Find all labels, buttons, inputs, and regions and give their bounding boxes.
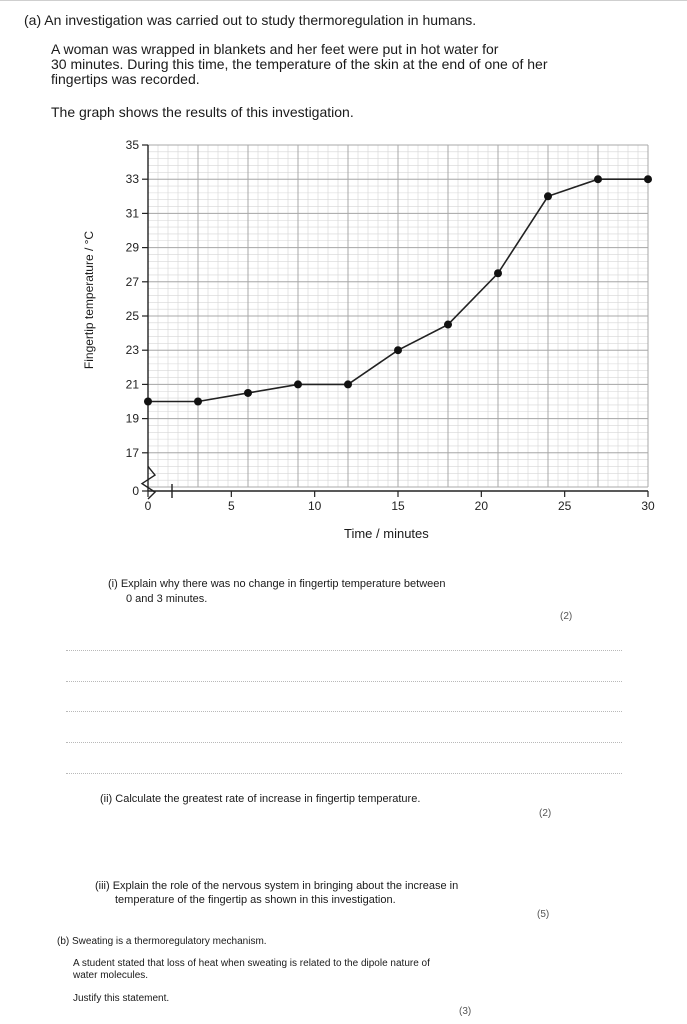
statement-line: A student stated that loss of heat when sweating is related to the dipole nature of [73,958,430,969]
subquestion-iii [95,879,458,907]
description-line: 30 minutes. During this time, the temperature of the skin at the end of one of her [51,56,548,72]
y-tick-label: 25 [125,309,139,323]
data-point [244,389,252,397]
subquestion-iii-line: (iii) Explain the role of the nervous system in bringing about the increase in [95,880,459,892]
y-tick-label: 33 [125,172,139,187]
y-axis-title: Fingertip temperature / °C [82,230,96,370]
answer-line[interactable] [66,742,622,743]
major-gridlines [148,145,648,487]
marks-iii: (5) [537,909,550,920]
y-tick-label: 31 [125,206,139,221]
y-tick-label: 35 [125,138,139,152]
marks-b: (3) [459,1006,472,1017]
question-b-intro-text: Sweating is a thermoregulatory mechanism. [72,936,267,947]
x-tick-label: 5 [227,499,235,513]
answer-line[interactable] [66,681,622,682]
subquestion-i-line: 0 and 3 minutes. [126,593,208,605]
subquestion-i-line: (i) Explain why there was no change in fingertip temperature between [108,578,446,590]
data-point [444,321,452,329]
y-tick-label: 27 [125,274,139,289]
description-line: fingertips was recorded. [51,71,200,87]
x-tick-label: 0 [144,499,152,513]
x-axis-title: Time / minutes [344,526,429,541]
x-tick-label: 10 [307,499,322,513]
data-point [344,380,352,388]
description-line: A woman was wrapped in blankets and her feet were put in hot water for [51,41,499,57]
x-tick-label: 20 [474,499,489,513]
question-a-intro-text: An investigation was carried out to study thermoregulation in humans. [44,12,477,28]
y-tick-label: 29 [125,240,139,255]
question-b-statement [73,958,430,982]
y-tick-label: 19 [125,411,139,426]
x-tick-label: 25 [557,499,572,513]
data-point [194,398,202,406]
question-b-instruction: Justify this statement. [73,993,170,1004]
question-a-label: (a) [24,12,42,28]
answer-line[interactable] [66,650,622,651]
y-tick-label: 21 [125,377,139,392]
subquestion-ii: (ii) Calculate the greatest rate of increase in fingertip temperature. [100,793,421,805]
data-point [544,192,552,200]
answer-line[interactable] [66,773,622,774]
data-point [294,380,302,388]
subquestion-iii-line: temperature of the fingertip as shown in this investigation. [115,894,396,906]
x-tick-label: 30 [641,499,655,513]
y-tick-label: 17 [125,445,139,460]
data-point [594,175,602,183]
y-tick-label: 0 [132,484,139,498]
statement-line: water molecules. [73,970,149,981]
question-b-label: (b) [57,936,70,947]
x-tick-label: 15 [391,499,405,513]
data-point [494,269,502,277]
data-point [144,398,152,406]
question-b-intro [57,936,267,947]
marks-i: (2) [560,611,573,622]
data-point [644,175,652,183]
y-tick-label: 23 [125,343,139,358]
data-point [394,346,402,354]
answer-line[interactable] [66,711,622,712]
ticks [126,138,655,513]
graph-intro: The graph shows the results of this investigation. [51,104,354,120]
marks-ii: (2) [539,808,552,819]
subquestion-i [108,577,446,607]
